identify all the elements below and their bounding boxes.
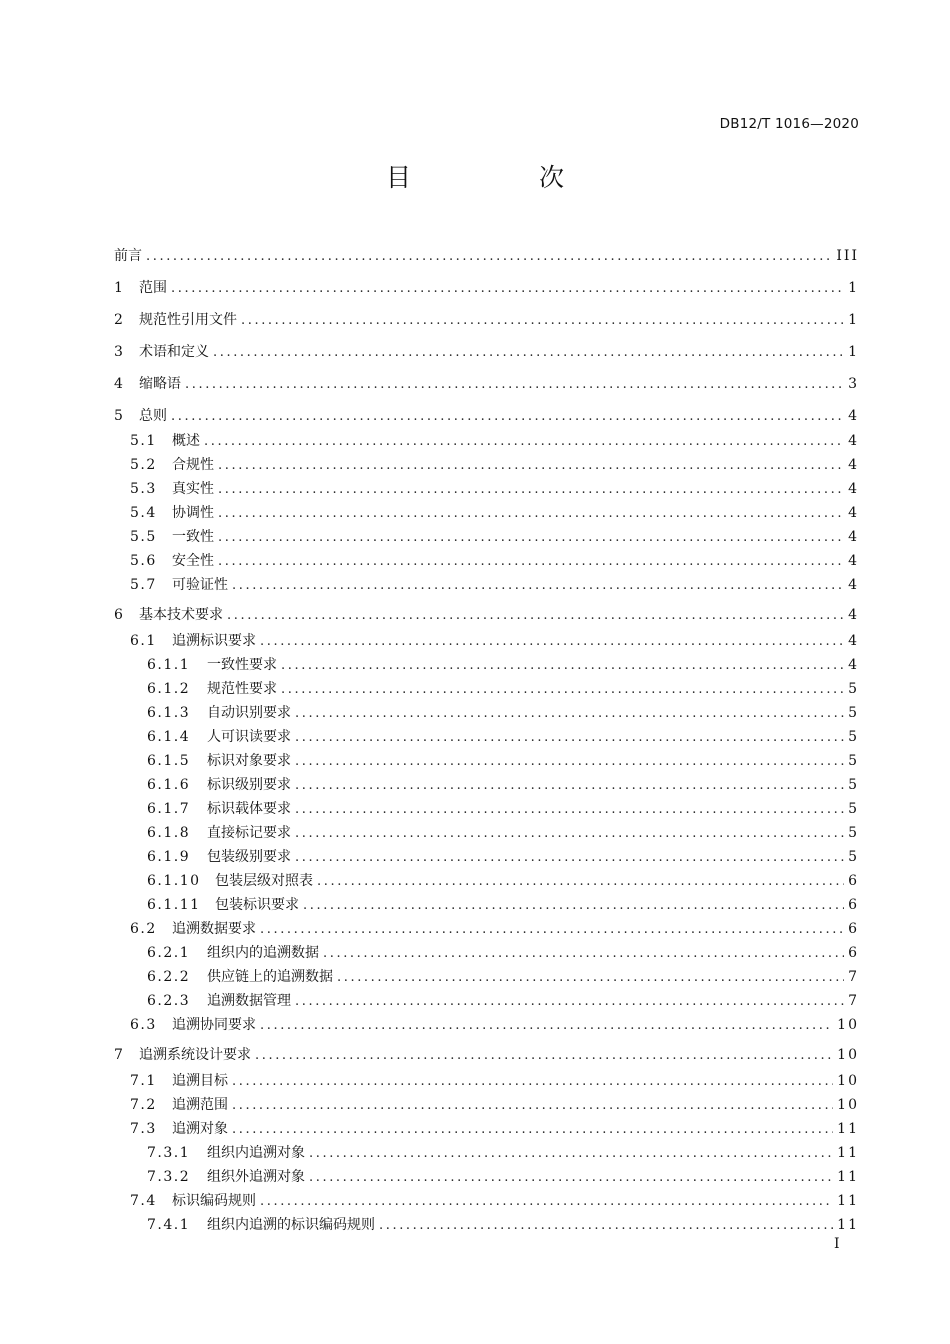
toc-entry-label: 组织内追溯的标识编码规则 xyxy=(207,1217,375,1233)
toc-entry-number: 7.1 xyxy=(130,1073,157,1089)
toc-entry[interactable] xyxy=(114,775,859,795)
toc-entry-label: 包装级别要求 xyxy=(207,849,291,865)
toc-entry-page: 5 xyxy=(848,825,859,841)
toc-entry-label: 一致性 xyxy=(172,529,214,545)
toc-leader-dots xyxy=(232,1096,833,1116)
page-number: I xyxy=(834,1236,840,1252)
toc-entry[interactable] xyxy=(114,631,859,651)
toc-entry-label: 基本技术要求 xyxy=(139,607,223,623)
toc-entry-number: 5.2 xyxy=(130,457,157,473)
toc-leader-dots xyxy=(281,680,844,700)
toc-entry-label: 供应链上的追溯数据 xyxy=(207,969,333,985)
toc-leader-dots xyxy=(227,606,844,626)
toc-entry[interactable] xyxy=(114,895,859,915)
toc-leader-dots xyxy=(295,824,844,844)
toc-entry-label: 前言 xyxy=(114,248,142,264)
toc-leader-dots xyxy=(260,632,844,652)
toc-leader-dots xyxy=(295,800,844,820)
toc-entry-label: 总则 xyxy=(139,408,167,424)
toc-entry[interactable] xyxy=(114,1167,859,1187)
toc-entry-label: 范围 xyxy=(139,280,167,296)
toc-leader-dots xyxy=(295,992,844,1012)
toc-entry[interactable] xyxy=(114,278,859,298)
toc-entry-page: 4 xyxy=(848,577,859,593)
toc-entry[interactable] xyxy=(114,1215,859,1235)
toc-entry-number: 5.3 xyxy=(130,481,157,497)
toc-entry-number: 6.1.3 xyxy=(147,705,191,721)
toc-entry-label: 一致性要求 xyxy=(207,657,277,673)
toc-entry[interactable] xyxy=(114,679,859,699)
toc-leader-dots xyxy=(213,343,844,363)
toc-entry[interactable] xyxy=(114,575,859,595)
standard-code: DB12/T 1016—2020 xyxy=(719,116,859,132)
toc-entry-number: 5.6 xyxy=(130,553,157,569)
toc-entry[interactable] xyxy=(114,342,859,362)
toc-entry[interactable] xyxy=(114,431,859,451)
toc-leader-dots xyxy=(323,944,844,964)
toc-entry-number: 5.7 xyxy=(130,577,157,593)
toc-leader-dots xyxy=(146,247,832,267)
toc-leader-dots xyxy=(185,375,844,395)
toc-entry-page: 6 xyxy=(848,897,859,913)
toc-entry-page: 11 xyxy=(837,1217,859,1233)
toc-entry-page: 5 xyxy=(848,849,859,865)
toc-entry[interactable] xyxy=(114,1143,859,1163)
toc-entry-page: 1 xyxy=(848,312,859,328)
toc-entry-label: 组织内追溯对象 xyxy=(207,1145,305,1161)
toc-entry[interactable] xyxy=(114,503,859,523)
toc-entry-label: 安全性 xyxy=(172,553,214,569)
toc-entry-page: 4 xyxy=(848,481,859,497)
toc-leader-dots xyxy=(379,1216,833,1236)
toc-leader-dots xyxy=(309,1144,833,1164)
toc-entry-number: 6.1.7 xyxy=(147,801,191,817)
toc-entry[interactable] xyxy=(114,1071,859,1091)
toc-entry-number: 6.2.2 xyxy=(147,969,191,985)
toc-entry-label: 自动识别要求 xyxy=(207,705,291,721)
toc-entry-number: 6.1.5 xyxy=(147,753,191,769)
toc-entry[interactable] xyxy=(114,406,859,426)
toc-entry-page: 10 xyxy=(837,1097,859,1113)
toc-entry-page: 4 xyxy=(848,633,859,649)
toc-entry-number: 6.1.11 xyxy=(147,897,201,913)
toc-entry-label: 组织内的追溯数据 xyxy=(207,945,319,961)
toc-entry-page: 4 xyxy=(848,433,859,449)
toc-leader-dots xyxy=(295,728,844,748)
toc-entry-label: 真实性 xyxy=(172,481,214,497)
toc-entry-page: 5 xyxy=(848,681,859,697)
toc-entry[interactable] xyxy=(114,847,859,867)
toc-entry-number: 6.2.3 xyxy=(147,993,191,1009)
toc-entry[interactable] xyxy=(114,1045,859,1065)
toc-entry-number: 2 xyxy=(114,312,123,328)
toc-leader-dots xyxy=(295,776,844,796)
toc-entry[interactable] xyxy=(114,655,859,675)
toc-entry-number: 3 xyxy=(114,344,123,360)
toc-entry-label: 组织外追溯对象 xyxy=(207,1169,305,1185)
toc-entry-label: 追溯系统设计要求 xyxy=(139,1047,251,1063)
toc-entry[interactable] xyxy=(114,551,859,571)
toc-entry-label: 追溯标识要求 xyxy=(172,633,256,649)
toc-entry-page: 11 xyxy=(837,1145,859,1161)
toc-entry[interactable] xyxy=(114,727,859,747)
toc-entry-page: 10 xyxy=(837,1047,859,1063)
toc-entry[interactable] xyxy=(114,1015,859,1035)
toc-entry-number: 5.1 xyxy=(130,433,157,449)
toc-entry[interactable] xyxy=(114,527,859,547)
toc-entry[interactable] xyxy=(114,823,859,843)
toc-leader-dots xyxy=(241,311,844,331)
toc-entry-label: 直接标记要求 xyxy=(207,825,291,841)
toc-entry-number: 6.1 xyxy=(130,633,157,649)
toc-entry-page: 4 xyxy=(848,553,859,569)
toc-entry-page: 1 xyxy=(848,344,859,360)
toc-entry-page: 5 xyxy=(848,777,859,793)
toc-entry-label: 标识级别要求 xyxy=(207,777,291,793)
toc-entry[interactable] xyxy=(114,919,859,939)
toc-entry-number: 6.1.4 xyxy=(147,729,191,745)
toc-entry-page: 11 xyxy=(837,1169,859,1185)
toc-leader-dots xyxy=(218,528,844,548)
toc-entry-page: 3 xyxy=(848,376,859,392)
toc-entry-label: 人可识读要求 xyxy=(207,729,291,745)
toc-leader-dots xyxy=(281,656,844,676)
page-title: 目 次 xyxy=(386,163,624,192)
toc-entry[interactable] xyxy=(114,1119,859,1139)
toc-entry-number: 5.4 xyxy=(130,505,157,521)
toc-entry-page: 10 xyxy=(837,1017,859,1033)
toc-leader-dots xyxy=(218,552,844,572)
toc-entry-label: 追溯数据管理 xyxy=(207,993,291,1009)
toc-entry-number: 7.3.1 xyxy=(147,1145,191,1161)
toc-entry-number: 6 xyxy=(114,607,123,623)
toc-entry-page: 4 xyxy=(848,408,859,424)
toc-entry[interactable] xyxy=(114,310,859,330)
toc-leader-dots xyxy=(232,1120,833,1140)
toc-entry[interactable] xyxy=(114,246,859,266)
toc-entry-page: 4 xyxy=(848,529,859,545)
toc-leader-dots xyxy=(260,1016,833,1036)
toc-entry-number: 6.1.8 xyxy=(147,825,191,841)
toc-entry-label: 规范性引用文件 xyxy=(139,312,237,328)
toc-entry-label: 包装标识要求 xyxy=(215,897,299,913)
toc-entry[interactable] xyxy=(114,871,859,891)
toc-entry-label: 标识对象要求 xyxy=(207,753,291,769)
toc-leader-dots xyxy=(260,1192,833,1212)
toc-entry[interactable] xyxy=(114,703,859,723)
toc-entry[interactable] xyxy=(114,751,859,771)
toc-entry-label: 包装层级对照表 xyxy=(215,873,313,889)
toc-entry-page: 7 xyxy=(848,969,859,985)
toc-entry-page: 5 xyxy=(848,801,859,817)
toc-entry-label: 标识编码规则 xyxy=(172,1193,256,1209)
toc-entry-number: 6.1.10 xyxy=(147,873,201,889)
toc-entry[interactable] xyxy=(114,605,859,625)
toc-entry-label: 协调性 xyxy=(172,505,214,521)
toc-entry-label: 可验证性 xyxy=(172,577,228,593)
toc-entry-number: 6.1.6 xyxy=(147,777,191,793)
toc-entry[interactable] xyxy=(114,455,859,475)
toc-entry-page: 11 xyxy=(837,1193,859,1209)
toc-leader-dots xyxy=(204,432,844,452)
toc-leader-dots xyxy=(309,1168,833,1188)
toc-leader-dots xyxy=(295,752,844,772)
toc-entry[interactable] xyxy=(114,799,859,819)
toc-leader-dots xyxy=(232,1072,833,1092)
toc-entry-number: 6.1.2 xyxy=(147,681,191,697)
toc-entry-page: 6 xyxy=(848,945,859,961)
toc-entry-label: 追溯对象 xyxy=(172,1121,228,1137)
toc-entry-label: 概述 xyxy=(172,433,200,449)
toc-entry-label: 合规性 xyxy=(172,457,214,473)
toc-entry-number: 7.4.1 xyxy=(147,1217,191,1233)
toc-entry-label: 规范性要求 xyxy=(207,681,277,697)
toc-entry-page: 4 xyxy=(848,657,859,673)
toc-leader-dots xyxy=(317,872,844,892)
toc-entry-page: 4 xyxy=(848,457,859,473)
toc-entry-page: 1 xyxy=(848,280,859,296)
toc-leader-dots xyxy=(232,576,844,596)
toc-leader-dots xyxy=(295,848,844,868)
toc-entry-page: 5 xyxy=(848,729,859,745)
toc-leader-dots xyxy=(295,704,844,724)
toc-entry[interactable] xyxy=(114,943,859,963)
toc-entry-page: III xyxy=(836,248,859,264)
toc-entry-number: 7 xyxy=(114,1047,123,1063)
toc-entry[interactable] xyxy=(114,374,859,394)
toc-entry-page: 7 xyxy=(848,993,859,1009)
toc-entry-label: 缩略语 xyxy=(139,376,181,392)
toc-leader-dots xyxy=(218,456,844,476)
toc-entry-number: 6.1.1 xyxy=(147,657,191,673)
toc-leader-dots xyxy=(337,968,844,988)
toc-leader-dots xyxy=(303,896,844,916)
toc-entry[interactable] xyxy=(114,1191,859,1211)
toc-entry-label: 追溯数据要求 xyxy=(172,921,256,937)
toc-entry-page: 11 xyxy=(837,1121,859,1137)
toc-entry-label: 追溯目标 xyxy=(172,1073,228,1089)
toc-entry[interactable] xyxy=(114,967,859,987)
toc-entry[interactable] xyxy=(114,1095,859,1115)
toc-entry-label: 追溯协同要求 xyxy=(172,1017,256,1033)
toc-entry-label: 术语和定义 xyxy=(139,344,209,360)
toc-entry-number: 6.3 xyxy=(130,1017,157,1033)
toc-entry-number: 7.3.2 xyxy=(147,1169,191,1185)
toc-leader-dots xyxy=(255,1046,833,1066)
toc-entry-number: 6.2.1 xyxy=(147,945,191,961)
toc-entry-number: 6.2 xyxy=(130,921,157,937)
toc-leader-dots xyxy=(260,920,844,940)
toc-entry-number: 1 xyxy=(114,280,123,296)
toc-leader-dots xyxy=(218,480,844,500)
toc-entry-page: 4 xyxy=(848,607,859,623)
toc-leader-dots xyxy=(218,504,844,524)
toc-entry-number: 5 xyxy=(114,408,123,424)
toc-entry-label: 追溯范围 xyxy=(172,1097,228,1113)
toc-entry-number: 6.1.9 xyxy=(147,849,191,865)
toc-leader-dots xyxy=(171,279,844,299)
toc-entry-page: 6 xyxy=(848,873,859,889)
toc-entry-number: 4 xyxy=(114,376,123,392)
toc-entry-page: 4 xyxy=(848,505,859,521)
toc-entry[interactable] xyxy=(114,479,859,499)
toc-entry-page: 10 xyxy=(837,1073,859,1089)
toc-entry-page: 6 xyxy=(848,921,859,937)
toc-entry-page: 5 xyxy=(848,753,859,769)
toc-entry-label: 标识载体要求 xyxy=(207,801,291,817)
toc-leader-dots xyxy=(171,407,844,427)
toc-entry-number: 5.5 xyxy=(130,529,157,545)
toc-entry[interactable] xyxy=(114,991,859,1011)
toc-entry-number: 7.3 xyxy=(130,1121,157,1137)
toc-entry-number: 7.4 xyxy=(130,1193,157,1209)
toc-entry-number: 7.2 xyxy=(130,1097,157,1113)
toc-entry-page: 5 xyxy=(848,705,859,721)
